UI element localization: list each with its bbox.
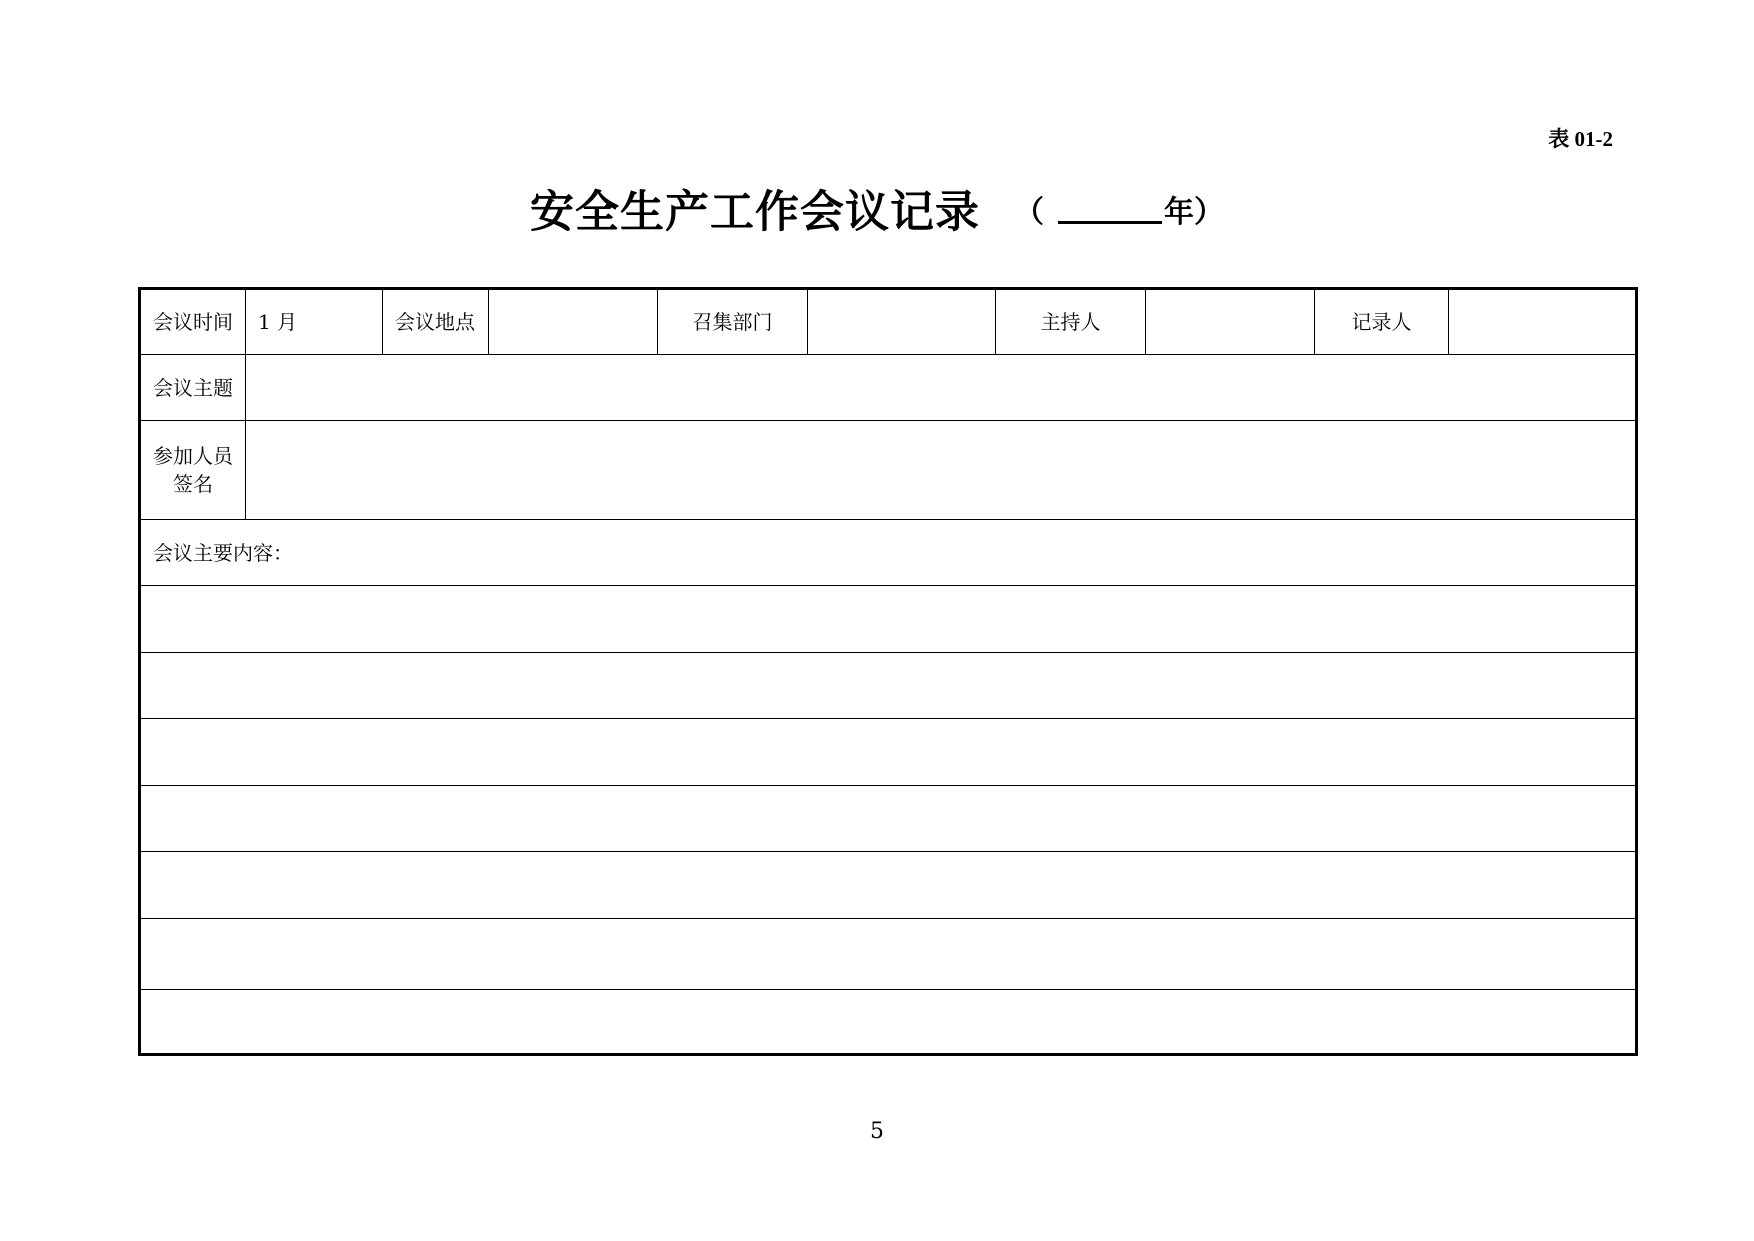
content-line-4[interactable]: [140, 786, 1637, 852]
title-year: [1014, 195, 1224, 230]
info-row: [140, 289, 1637, 355]
content-line-3[interactable]: [140, 719, 1637, 786]
content-line-1[interactable]: [140, 586, 1637, 653]
recorder-label: 记录人: [1315, 289, 1449, 355]
content-line-7[interactable]: [140, 990, 1637, 1055]
convening-dept-value[interactable]: [808, 289, 996, 355]
content-label-row: [140, 520, 1637, 586]
meeting-record-table: [138, 287, 1638, 1056]
content-line-6[interactable]: [140, 919, 1637, 990]
main-content-label: 会议主要内容：: [140, 520, 1637, 586]
content-line-5[interactable]: [140, 852, 1637, 919]
attendees-label-line1: 参加人员: [153, 444, 233, 468]
meeting-topic-value[interactable]: [246, 355, 1637, 421]
title-main: 安全生产工作会议记录: [530, 186, 980, 238]
content-line-2[interactable]: [140, 653, 1637, 719]
content-line: [140, 786, 1637, 852]
meeting-place-value[interactable]: [489, 289, 658, 355]
meeting-time-label: 会议时间: [140, 289, 246, 355]
title-year-suffix: 年）: [1164, 194, 1224, 230]
content-line: [140, 719, 1637, 786]
attendees-signature-value[interactable]: [246, 421, 1637, 520]
content-line: [140, 990, 1637, 1055]
year-blank-field[interactable]: [1058, 191, 1162, 224]
page-number: 5: [870, 1119, 884, 1144]
meeting-place-label: 会议地点: [383, 289, 489, 355]
attendees-label: [140, 421, 246, 520]
content-line: [140, 919, 1637, 990]
attendees-row: [140, 421, 1637, 520]
meeting-topic-label: 会议主题: [140, 355, 246, 421]
title-open-paren: （: [1014, 194, 1044, 230]
host-label: 主持人: [996, 289, 1146, 355]
topic-row: [140, 355, 1637, 421]
content-line: [140, 852, 1637, 919]
content-line: [140, 653, 1637, 719]
form-id: 表 01-2: [1548, 127, 1613, 151]
host-value[interactable]: [1146, 289, 1315, 355]
page-title: [0, 182, 1754, 243]
convening-dept-label: 召集部门: [658, 289, 808, 355]
meeting-time-value[interactable]: 1 月: [246, 289, 383, 355]
recorder-value[interactable]: [1449, 289, 1637, 355]
content-line: [140, 586, 1637, 653]
attendees-label-line2: 签名: [173, 472, 213, 496]
